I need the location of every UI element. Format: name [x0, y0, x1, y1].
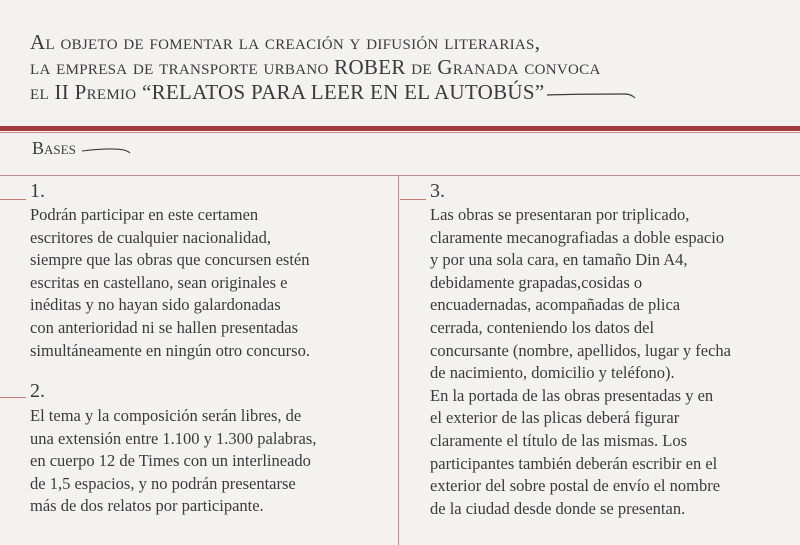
bases-title: Bases — [32, 138, 76, 158]
swash-flourish-icon — [545, 88, 637, 100]
section-1-tick-mark — [0, 199, 26, 200]
section-3-number: 3. — [430, 180, 445, 202]
section-1-text: Podrán participar en este certamen escritores de cualquier nacionalidad, siempre que las obras que concursen estén escritas en castellano, sean originales e inéditas y no hayan sido galardonadas con anterioridad ni se hallen presentadas simultáneamente en ningún otro concurso. — [30, 205, 310, 360]
header-line-3-text: el II Premio “RELATOS PARA LEER EN EL AUTOBÚS” — [30, 80, 545, 104]
announcement-header — [30, 30, 790, 105]
bases-swash-icon — [80, 145, 132, 155]
section-2-text: El tema y la composición serán libres, de una extensión entre 1.100 y 1.300 palabras, en cuerpo 12 de Times con un interlineado de 1,5 espacios, y no podrán presentarse más de dos relatos por participante. — [30, 406, 317, 516]
header-divider-thin-line — [0, 132, 800, 133]
header-line-2: la empresa de transporte urbano ROBER de Granada convoca — [30, 55, 601, 79]
bases-heading — [32, 138, 132, 159]
header-divider-band — [0, 126, 800, 131]
column-divider — [398, 176, 399, 545]
section-2-tick-mark — [0, 397, 26, 398]
section-2-number: 2. — [30, 380, 45, 402]
bases-rule — [0, 175, 800, 176]
section-3-tick-mark — [400, 199, 426, 200]
section-1-number: 1. — [30, 180, 45, 202]
header-line-3 — [30, 80, 790, 105]
header-line-1: Al objeto de fomentar la creación y difusión literarias, — [30, 30, 541, 54]
section-3-text: Las obras se presentaran por triplicado, claramente mecanografiadas a doble espacio y por una sola cara, en tamaño Din A4, debidamente grapadas,cosidas o encuadernadas, acompañadas de plica cerrada, conteniendo los datos del concursante (nombre, apellidos, lugar y fecha de nacimiento, domicilio y teléfono). En la portada de las obras presentadas y en el exterior de las plicas deberá figurar claramente el título de las mismas. Los participantes también deberán escribir en el exterior del sobre postal de envío el nombre de la ciudad desde donde se presentan. — [430, 205, 732, 518]
